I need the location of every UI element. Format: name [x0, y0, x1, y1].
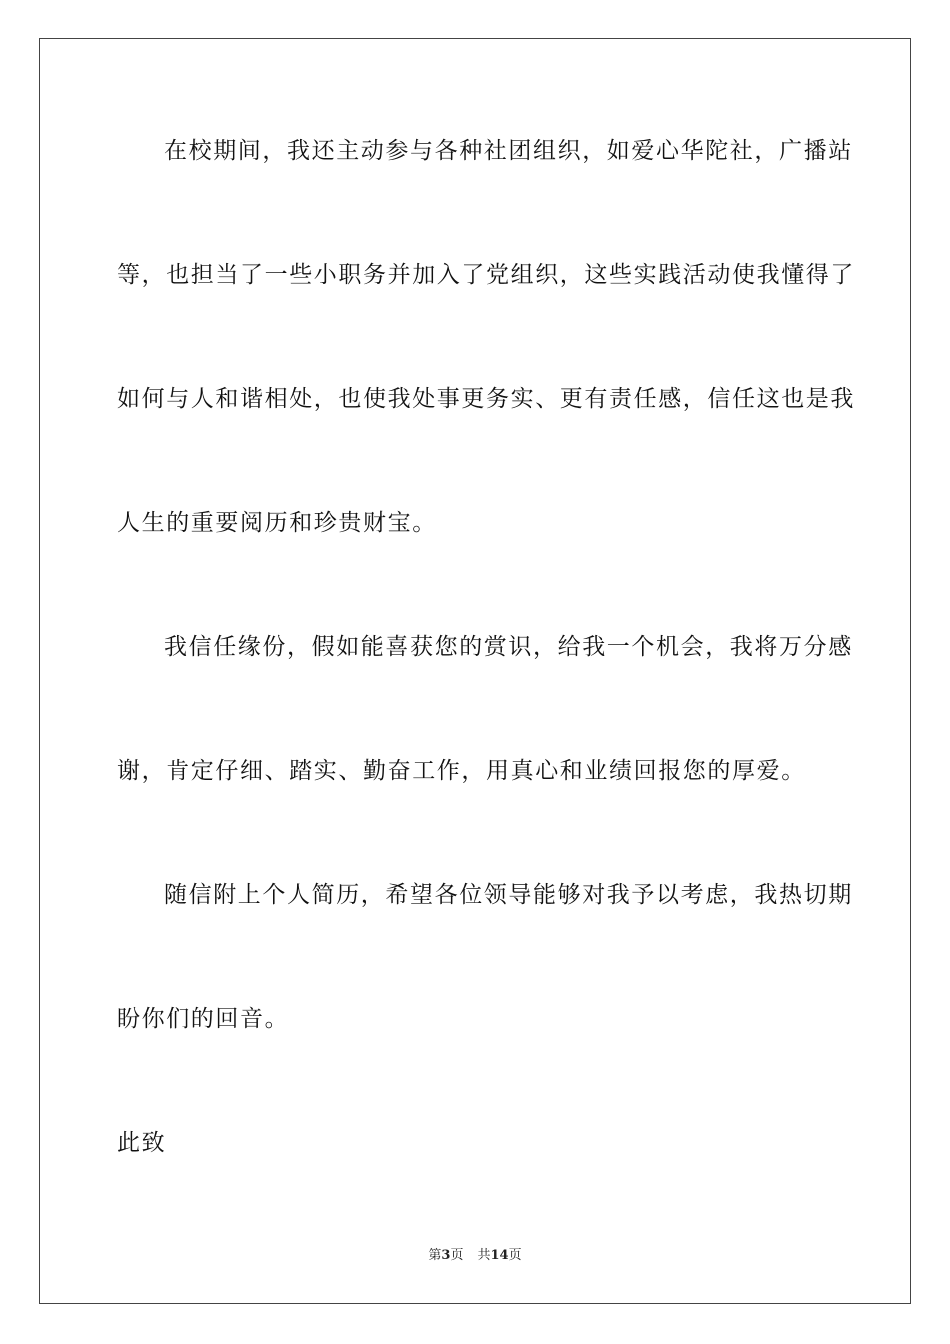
page-footer [0, 1248, 950, 1264]
page-prefix: 第 [428, 1248, 442, 1263]
paragraph-line: 我信任缘份，假如能喜获您的赏识，给我一个机会，我将万分感 [164, 634, 853, 660]
paragraph-line: 等，也担当了一些小职务并加入了党组织，这些实践活动使我懂得了 [117, 262, 855, 288]
page-border [39, 38, 911, 1304]
paragraph-line: 如何与人和谐相处，也使我处事更务实、更有责任感，信任这也是我 [117, 386, 855, 412]
paragraph-line: 谢，肯定仔细、踏实、勤奋工作，用真心和业绩回报您的厚爱。 [117, 758, 806, 784]
closing-salutation: 此致 [117, 1130, 167, 1156]
paragraph-line: 在校期间，我还主动参与各种社团组织，如爱心华陀社，广播站 [164, 138, 853, 164]
total-suffix: 页 [508, 1248, 522, 1263]
paragraph-line: 盼你们的回音。 [117, 1006, 290, 1032]
paragraph-line: 随信附上个人简历，希望各位领导能够对我予以考虑，我热切期 [164, 882, 853, 908]
total-prefix: 共 [477, 1248, 491, 1263]
page-number: 3 [441, 1248, 451, 1263]
paragraph-line: 人生的重要阅历和珍贵财宝。 [117, 510, 437, 536]
page-suffix: 页 [450, 1248, 464, 1263]
total-pages: 14 [490, 1248, 509, 1263]
